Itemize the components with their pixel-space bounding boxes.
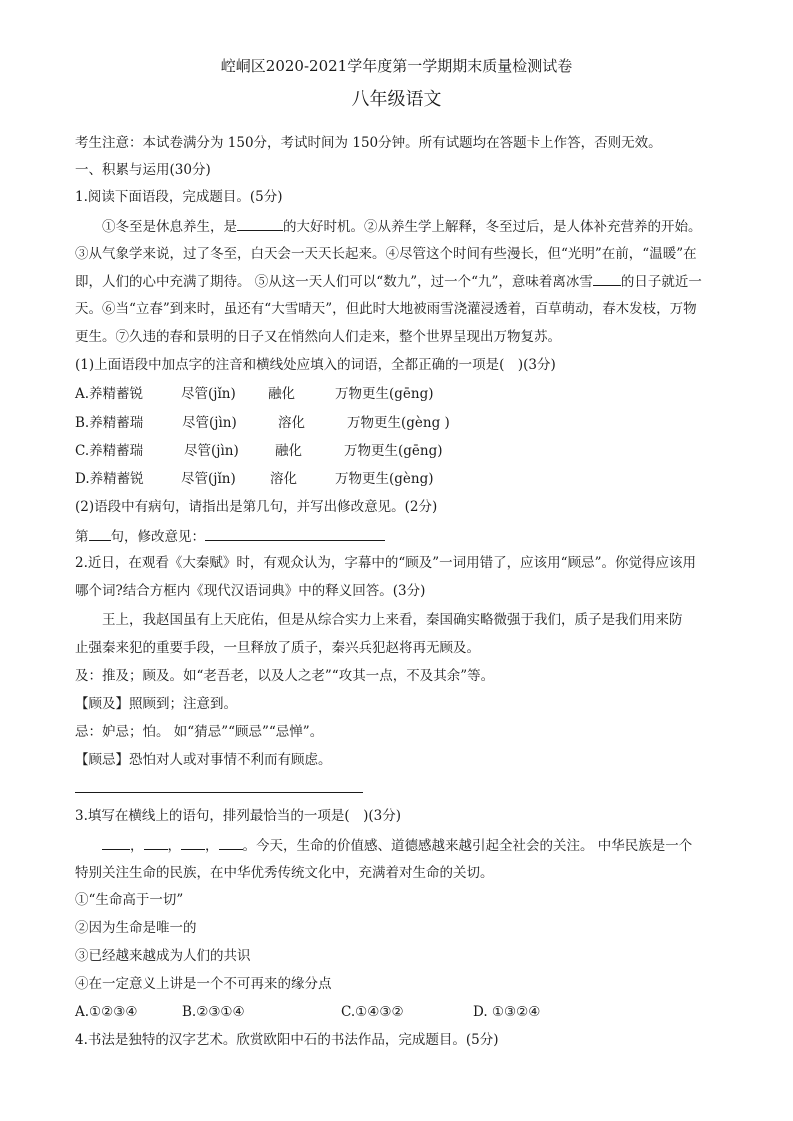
- fill-blank[interactable]: [237, 216, 283, 231]
- question-2-stem-line-2: 哪个词?结合方框内《现代汉语词典》中的释义回答。(3分): [75, 583, 426, 599]
- q1-sub1-stem: (1)上面语段中加点字的注音和横线处应填入的词语，全都正确的一项是( )(3分): [75, 357, 556, 373]
- exam-title: 崆峒区2020-2021学年度第一学期期末质量检测试卷: [220, 57, 573, 75]
- question-1-stem: 1.阅读下面语段，完成题目。(5分): [75, 189, 283, 205]
- fill-blank[interactable]: [593, 271, 621, 286]
- q1-passage-line-2: ③从气象学来说，过了冬至，白天会一天天长起来。④尽管这个时间有些漫长，但“光明”在前，“温暖”在: [75, 246, 697, 262]
- fill-blank[interactable]: [144, 835, 168, 850]
- q3-passage-line-2: 特别关注生命的民族，在中华优秀传统文化中，充满着对生命的关切。: [75, 865, 494, 881]
- q1-sub2-stem: (2)语段中有病句，请指出是第几句，并写出修改意见。(2分): [75, 499, 438, 515]
- q2-definition-2: 忌：妒忌；怕。 如“猜忌”“顾忌”“忌惮”。: [75, 724, 324, 740]
- q3-item-4: ④在一定意义上讲是一个不可再来的缘分点: [75, 976, 332, 992]
- q1-sub2-answer-line: 第 句，修改意见：: [75, 526, 385, 547]
- q3-item-3: ③已经越来越成为人们的共识: [75, 948, 251, 964]
- q1-passage-line-1: ①冬至是休息养生，是 的大好时机。②从养生学上解释，冬至过后，是人体补充营养的开始。: [102, 216, 702, 237]
- q1-passage-line-5: 更生。⑦久违的春和景明的日子又在悄然向人们走来，整个世界呈现出万物复苏。: [75, 329, 561, 345]
- q3-option-d[interactable]: D. ①③②④: [473, 1004, 541, 1020]
- q3-option-c[interactable]: C.①④③②: [341, 1004, 404, 1020]
- q2-quote-line-1: 王上，我赵国虽有上天庇佑，但是从综合实力上来看，秦国确实略微强于我们，质子是我们用来防: [102, 612, 683, 628]
- q2-entry-2: 【顾忌】恐怕对人或对事情不利而有顾虑。: [75, 752, 332, 768]
- q2-quote-line-2: 止强秦来犯的重要手段，一旦释放了质子，秦兴兵犯赵将再无顾及。: [75, 640, 480, 656]
- question-4-stem: 4.书法是独特的汉字艺术。欣赏欧阳中石的书法作品，完成题目。(5分): [75, 1032, 499, 1048]
- exam-page: 崆峒区2020-2021学年度第一学期期末质量检测试卷 八年级语文 考生注意：本试卷满分为 150分，考试时间为 150分钟。所有试题均在答题卡上作答，否则无效。 一、积累与运用(30分) 1.阅读下面语段，完成题目。(5分) ①冬至是休息养生，是 的大好时机。②从养生学上解释，冬至过后，是人体补充营养的开始。 ③从气象学来说，过了冬至，白天会一天天长起来。④尽管这个时间有些漫长，但“光明”在前，“温暖”在 即，人们的心中充满了期待。 ⑤从这一天人们可以“数九”，过一个“九”，意味着离冰雪 的日子就近一 天。⑥当“立春”到来时，虽还有“大雪晴天”，但此时大地被雨雪浇灌浸透着，百草萌动，春木发枝，万物 更生。⑦久违的春和景明的日子又在悄然向人们走来，整个世界呈现出万物复苏。 (1)上面语段中加点字的注音和横线处应填入的词语，全都正确的一项是( )(3分) A.养精蓄锐 尽管(jǐn) 融化 万物更生(gēng) B.养精蓄瑞 尽管(jìn) 溶化 万物更生(gèng ) C.养精蓄瑞 尽管(jìn) 融化 万物更生(gēng) D.养精蓄锐 尽管(jǐn) 溶化 万物更生(gèng) (2)语段中有病句，请指出是第几句，并写出修改意见。(2分) 第 句，修改意见： 2.近日，在观看《大秦赋》时，有观众认为，字幕中的“顾及”一词用错了，应该用“顾忌”。你觉得应该用 哪个词?结合方框内《现代汉语词典》中的释义回答。(3分) 王上，我赵国虽有上天庇佑，但是从综合实力上来看，秦国确实略微强于我们，质子是我们用来防 止强秦来犯的重要手段，一旦释放了质子，秦兴兵犯赵将再无顾及。 及：推及；顾及。如“老吾老，以及人之老”“攻其一点，不及其余”等。 【顾及】照顾到；注意到。 忌：妒忌；怕。 如“猜忌”“顾忌”“忌惮”。 【顾忌】恐怕对人或对事情不利而有顾虑。 3.填写在横线上的语句，排列最恰当的一项是( )(3分) ， ， ， 。今天，生命的价值感、道德感越来越引起全社会的关注。 中华民族是一个 特别关注生命的民族，在中华优秀传统文化中，充满着对生命的关切。 ①“生命高于一切” ②因为生命是唯一的 ③已经越来越成为人们的共识 ④在一定意义上讲是一个不可再来的缘分点 A.①②③④ B.②③①④ C.①④③② D. ①③②④ 4.书法是独特的汉字艺术。欣赏欧阳中石的书法作品，完成题目。(5分): [0, 0, 793, 1121]
- q3-passage-line-1: ， ， ， 。今天，生命的价值感、道德感越来越引起全社会的关注。 中华民族是一个: [102, 835, 692, 856]
- answer-blank[interactable]: [89, 526, 111, 541]
- answer-blank[interactable]: [205, 526, 385, 541]
- q3-item-2: ②因为生命是唯一的: [75, 920, 197, 936]
- q2-answer-line[interactable]: [75, 792, 363, 793]
- question-3-stem: 3.填写在横线上的语句，排列最恰当的一项是( )(3分): [75, 808, 402, 824]
- candidate-notice: 考生注意：本试卷满分为 150分，考试时间为 150分钟。所有试题均在答题卡上作答，否则无效。: [75, 135, 662, 151]
- q3-option-a[interactable]: A.①②③④: [75, 1004, 138, 1020]
- q3-item-1: ①“生命高于一切”: [75, 892, 184, 908]
- q3-option-b[interactable]: B.②③①④: [182, 1004, 245, 1020]
- fill-blank[interactable]: [181, 835, 205, 850]
- q2-entry-1: 【顾及】照顾到；注意到。: [75, 696, 237, 712]
- exam-subtitle: 八年级语文: [351, 89, 442, 110]
- section-heading: 一、积累与运用(30分): [75, 162, 211, 178]
- q1-passage-line-4: 天。⑥当“立春”到来时，虽还有“大雪晴天”，但此时大地被雨雪浇灌浸透着，百草萌动，春木发枝，万物: [75, 301, 697, 317]
- fill-blank[interactable]: [102, 835, 130, 850]
- fill-blank[interactable]: [219, 835, 243, 850]
- q1-passage-line-3: 即，人们的心中充满了期待。 ⑤从这一天人们可以“数九”，过一个“九”，意味着离冰雪 的日子就近一: [75, 271, 702, 292]
- q2-definition-1: 及：推及；顾及。如“老吾老，以及人之老”“攻其一点，不及其余”等。: [75, 668, 495, 684]
- question-2-stem-line-1: 2.近日，在观看《大秦赋》时，有观众认为，字幕中的“顾及”一词用错了，应该用“顾忌”。你觉得应该用: [75, 555, 696, 571]
